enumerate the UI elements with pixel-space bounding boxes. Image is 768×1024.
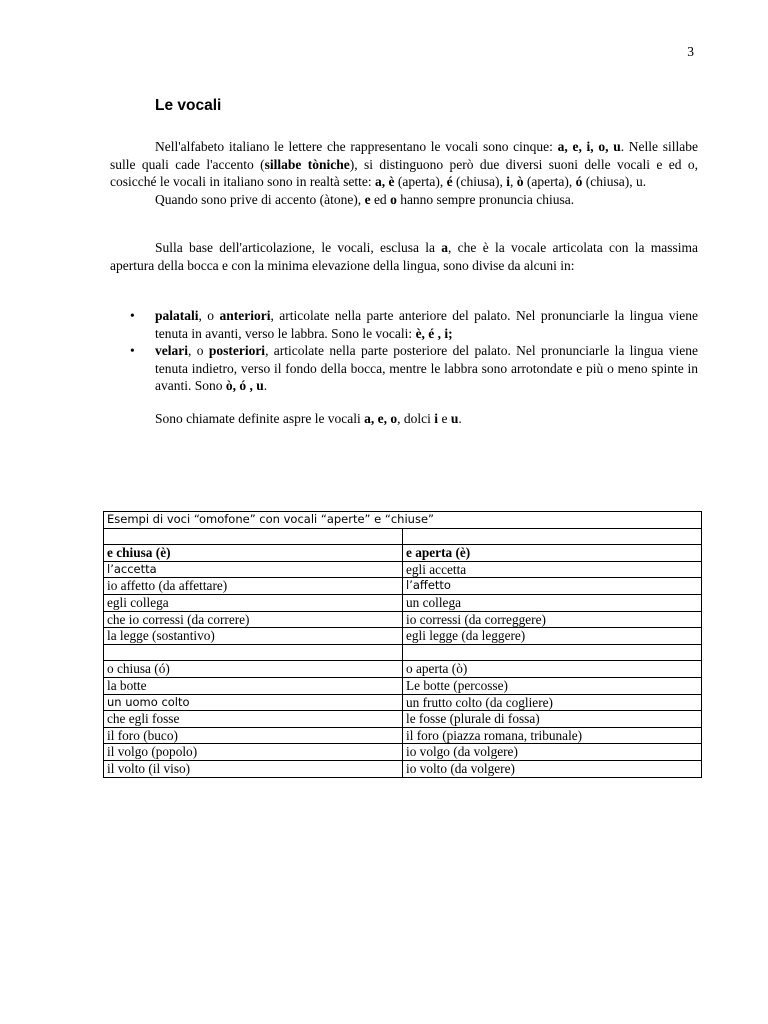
table-cell: egli legge (da leggere): [403, 628, 702, 645]
table-cell: la legge (sostantivo): [104, 628, 403, 645]
bold-text: ó: [575, 174, 583, 189]
text: ed: [370, 191, 391, 207]
list-item: [110, 307, 698, 342]
bold-text: a, e, i, o, u: [557, 139, 621, 154]
table-cell: o aperta (ò): [403, 661, 702, 678]
table-cell: io volto (da volgere): [403, 760, 702, 777]
bold-text: ò: [516, 174, 524, 189]
table-row: [104, 594, 702, 611]
table-cell: il volto (il viso): [104, 760, 403, 777]
table-cell: le fosse (plurale di fossa): [403, 711, 702, 728]
bold-text: palatali: [155, 308, 199, 323]
table-cell: io volgo (da volgere): [403, 744, 702, 761]
table-row: [104, 760, 702, 777]
table-header-row: [104, 545, 702, 562]
bold-text: posteriori: [208, 343, 266, 358]
text: .: [263, 378, 268, 393]
homophones-table: [103, 511, 702, 778]
text: , o: [188, 343, 209, 358]
table-cell: un frutto colto (da cogliere): [403, 694, 702, 711]
table-row: [104, 694, 702, 711]
bold-text: sillabe tòniche: [264, 156, 350, 172]
bold-text: é: [446, 174, 453, 189]
text: Sulla base dell'articolazione, le vocali, esclusa la: [155, 240, 442, 255]
bold-text: o: [390, 191, 397, 207]
table-cell: o chiusa (ó): [104, 661, 403, 678]
bold-text: è, é , i;: [415, 325, 453, 341]
bold-text: a, e, o: [364, 411, 398, 426]
table-cell: il foro (piazza romana, tribunale): [403, 727, 702, 744]
bold-text: i: [506, 174, 510, 189]
text: . Nelle sillabe sulle quali cade l'accento (: [110, 139, 698, 172]
text: (chiusa),: [452, 174, 507, 189]
text: (aperta),: [394, 174, 447, 189]
bold-text: ò, ó , u: [225, 378, 264, 393]
table-cell: io corressi (da correggere): [403, 611, 702, 628]
table-cell: l’affetto: [403, 578, 702, 595]
table-row: [104, 561, 702, 578]
list-item: [110, 342, 698, 395]
table-cell: [104, 528, 403, 545]
text: hanno sempre pronuncia chiusa.: [396, 191, 575, 207]
table-spacer-row: [104, 644, 702, 661]
table-row: [104, 711, 702, 728]
table-title-row: [104, 512, 702, 529]
table-cell: [104, 644, 403, 661]
text: .: [458, 411, 462, 426]
text: (aperta),: [523, 174, 576, 189]
bold-text: u: [450, 411, 459, 426]
bold-text: anteriori: [219, 308, 271, 323]
text: Quando sono prive di accento (àtone),: [155, 191, 365, 207]
text: , o: [198, 308, 220, 323]
column-header-e-aperta: [403, 545, 702, 562]
page-number: 3: [687, 44, 694, 59]
text: e: [438, 411, 451, 426]
table-cell: [403, 644, 702, 661]
table-cell: io affetto (da affettare): [104, 578, 403, 595]
bold-text: i: [434, 411, 439, 426]
text: Sono chiamate definite aspre le vocali: [155, 411, 365, 426]
table-cell: Le botte (percosse): [403, 677, 702, 694]
text: , dolci: [397, 411, 435, 426]
paragraph-vowels-intro: [110, 138, 698, 208]
table-cell: egli accetta: [403, 561, 702, 578]
text: (chiusa), u.: [582, 174, 647, 189]
table-cell: [403, 528, 702, 545]
bold-text: a, è: [375, 174, 395, 189]
bullet-list: [110, 307, 698, 395]
table-cell: il volgo (popolo): [104, 744, 403, 761]
text: , articolate nella parte anteriore del palato. Nel pronunciarle la lingua viene tenuta in avanti, verso le labbra. Sono le vocali:: [155, 308, 699, 341]
text: ), si distinguono però due diversi suoni delle vocali e ed o, cosicché le vocali in italiano sono in realtà sette:: [110, 156, 698, 189]
table-row: [104, 677, 702, 694]
text: Nell'alfabeto italiano le lettere che rappresentano le vocali sono cinque:: [155, 139, 558, 154]
table-row: [104, 661, 702, 678]
table-cell: il foro (buco): [104, 727, 403, 744]
table-cell: un collega: [403, 594, 702, 611]
section-heading: Le vocali: [155, 97, 222, 114]
table-row: [104, 628, 702, 645]
table-spacer-row: [104, 528, 702, 545]
bold-text: e aperta (è): [406, 545, 471, 561]
paragraph-articulation: [110, 239, 698, 274]
table-cell: la botte: [104, 677, 403, 694]
text: ,: [510, 174, 517, 189]
bold-text: a: [441, 240, 449, 255]
text: , che è la vocale articolata con la massima apertura della bocca e con la minima elevazione della lingua, sono divise da alcuni in:: [110, 240, 699, 273]
table-cell: che io corressi (da correre): [104, 611, 403, 628]
table-cell: l’accetta: [104, 561, 403, 578]
table-row: [104, 744, 702, 761]
table-cell: che egli fosse: [104, 711, 403, 728]
bullet-icon: •: [130, 308, 135, 323]
table-title: Esempi di voci “omofone” con vocali “aperte” e “chiuse”: [104, 512, 702, 529]
text: , articolate nella parte posteriore del palato. Nel pronunciarle la lingua viene tenuta indietro, verso il fondo della bocca, mentre le labbra sono arrotondate e più o meno spinte in avanti. Sono: [155, 343, 698, 393]
bullet-icon: •: [130, 343, 135, 358]
bold-text: velari: [155, 343, 188, 358]
table-row: [104, 727, 702, 744]
paragraph-aspre-dolci: [155, 411, 462, 427]
bold-text: e: [364, 191, 371, 207]
table-row: [104, 611, 702, 628]
bold-text: e chiusa (è): [107, 545, 171, 561]
column-header-e-chiusa: [104, 545, 403, 562]
table-row: [104, 578, 702, 595]
table-cell: egli collega: [104, 594, 403, 611]
table-cell: un uomo colto: [104, 694, 403, 711]
